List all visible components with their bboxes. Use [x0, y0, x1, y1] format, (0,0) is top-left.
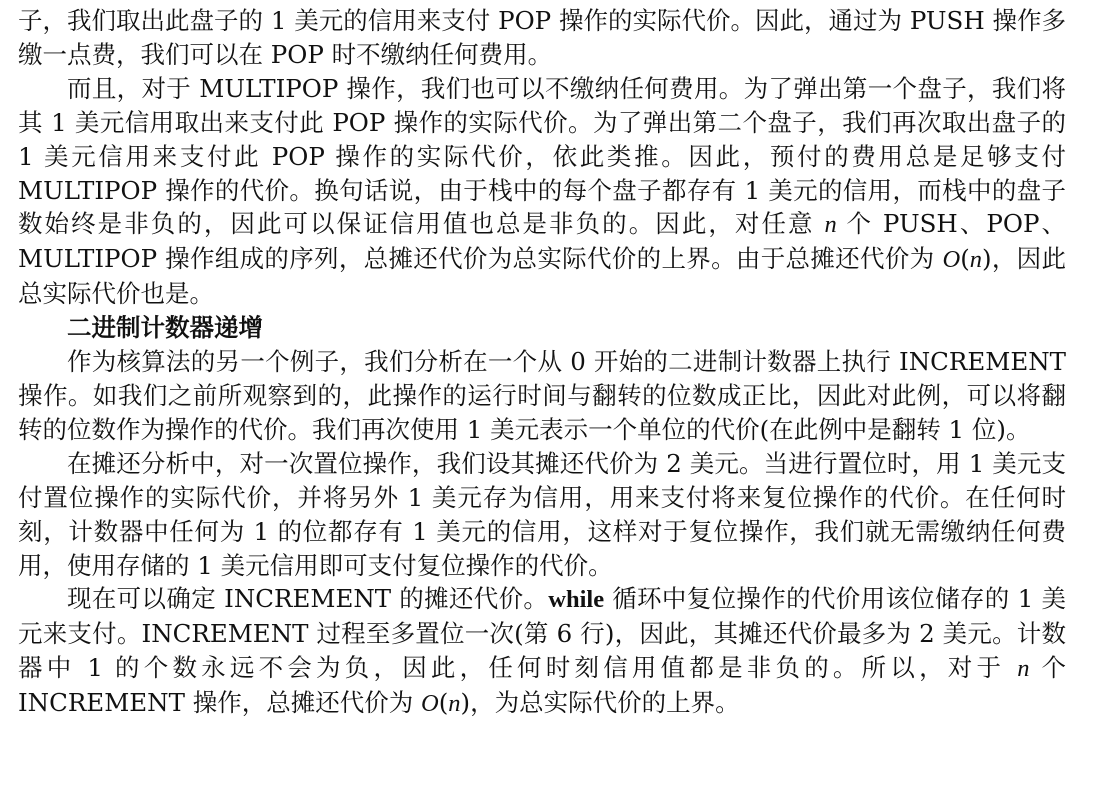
- math-symbol: n: [1017, 655, 1030, 683]
- text-run: 个 INCREMENT 操作，总摊还代价为: [18, 653, 1066, 718]
- text-run: 作为核算法的另一个例子，我们分析在一个从 0 开始的二进制计数器上执行 INCREMENT 操作。如我们之前所观察到的，此操作的运行时间与翻转的位数成正比，因此对此例，可以将翻转的位数作为操作的代价。我们再次使用 1 美元表示一个单位的代价(在此例中是翻转 1 位)。: [18, 347, 1066, 444]
- text-run: 而且，对于 MULTIPOP 操作，我们也可以不缴纳任何费用。为了弹出第一个盘子，我们将其 1 美元信用取出来支付此 POP 操作的实际代价。为了弹出第二个盘子，我们再次取出盘子的 1 美元信用来支付此 POP 操作的实际代价，依此类推。因此，预付的费用总是足够支付 MULTIPOP 操作的代价。换句话说，由于栈中的每个盘子都存有 1 美元的信用，而栈中的盘子数始终是非负的，因此可以保证信用值也总是非负的。因此，对任意: [18, 73, 1066, 239]
- section-heading: 二进制计数器递增: [67, 313, 263, 343]
- text-run: (: [960, 244, 970, 274]
- text-run: 在摊还分析中，对一次置位操作，我们设其摊还代价为 2 美元。当进行置位时，用 1 美元支付置位操作的实际代价，并将另外 1 美元存为信用，用来支付将来复位操作的代价。在任何时刻，计数器中任何为 1 的位都存有 1 美元的信用，这样对于复位操作，我们就无需缴纳任何费用，使用存储的 1 美元信用即可支付复位操作的代价。: [18, 448, 1066, 580]
- paragraph-increment-cost: [18, 582, 1066, 721]
- text-run: 循环中复位操作的代价用该位储存的 1 美元来支付。INCREMENT 过程至多置位一次(第 6 行)，因此，其摊还代价最多为 2 美元。计数器中 1 的个数永远不会为负，因此，任何时刻信用值都是非负的。所以，对于: [18, 584, 1066, 683]
- paragraph-continuation: [18, 4, 1066, 72]
- math-symbol: n: [448, 690, 461, 718]
- text-run: (: [438, 688, 449, 718]
- text-run: 个 PUSH、POP、MULTIPOP 操作组成的序列，总摊还代价为总实际代价的上界。由于总摊还代价为: [18, 209, 1066, 274]
- paragraph-binary-counter-intro: [18, 345, 1066, 447]
- paragraph-amortized-set: [18, 447, 1066, 583]
- math-symbol: O: [942, 246, 961, 274]
- math-symbol: n: [969, 246, 982, 274]
- text-run: )，为总实际代价的上界。: [460, 688, 740, 718]
- keyword-text: while: [548, 586, 605, 614]
- text-run: )，因此总实际代价也是。: [18, 244, 1066, 309]
- paragraph-multipop: [18, 72, 1066, 311]
- math-symbol: n: [824, 211, 837, 239]
- math-symbol: O: [421, 690, 439, 718]
- text-run: 现在可以确定 INCREMENT 的摊还代价。: [67, 584, 549, 614]
- text-run: 子，我们取出此盘子的 1 美元的信用来支付 POP 操作的实际代价。因此，通过为 PUSH 操作多缴一点费，我们可以在 POP 时不缴纳任何费用。: [18, 6, 1066, 69]
